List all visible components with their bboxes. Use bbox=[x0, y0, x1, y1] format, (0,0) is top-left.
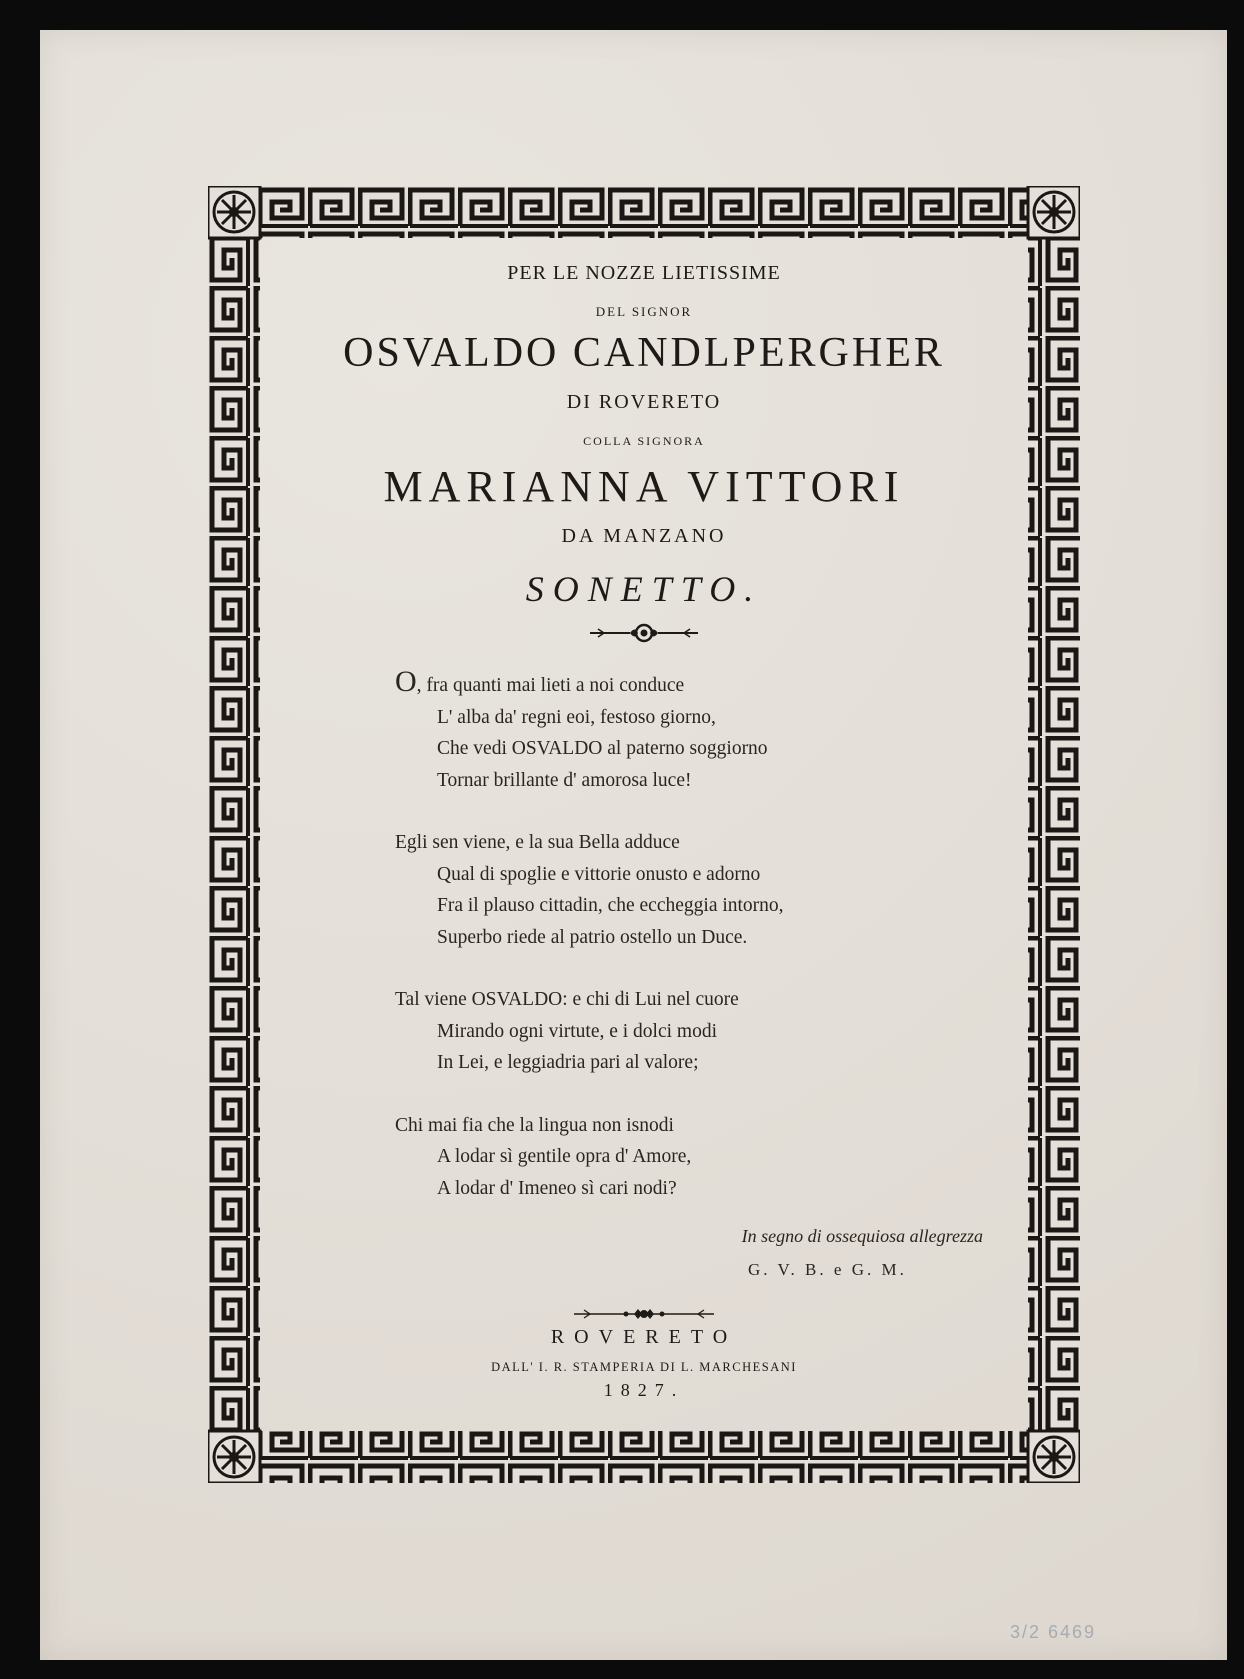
heading-occasion: PER LE NOZZE LIETISSIME bbox=[507, 262, 781, 284]
rosette-top-left bbox=[208, 186, 260, 238]
verse-line: L' alba da' regni eoi, festoso giorno, bbox=[437, 706, 716, 728]
rosette-bottom-right bbox=[1028, 1431, 1080, 1483]
rosette-top-right bbox=[1028, 186, 1080, 238]
imprint-city: ROVERETO bbox=[550, 1326, 738, 1348]
border-left bbox=[208, 238, 260, 1431]
broadside-content bbox=[260, 186, 1028, 1483]
verse-line: A lodar sì gentile opra d' Amore, bbox=[437, 1146, 692, 1167]
drop-cap: O bbox=[395, 665, 417, 698]
verse-line: Superbo riede al patrio ostello un Duce. bbox=[437, 926, 748, 948]
verse-line: Tornar brillante d' amorosa luce! bbox=[437, 769, 692, 791]
verse-line: Tal viene OSVALDO: e chi di Lui nel cuore bbox=[395, 989, 739, 1010]
sonnet-text bbox=[395, 666, 955, 1235]
verse-line: A lodar d' Imeneo sì cari nodi? bbox=[437, 1177, 677, 1199]
imprint-year: 1827. bbox=[603, 1380, 685, 1400]
author-initials: G. V. B. e G. M. bbox=[748, 1260, 907, 1279]
ornament-divider-bottom bbox=[570, 1305, 718, 1323]
verse-line: Chi mai fia che la lingua non isnodi bbox=[395, 1114, 674, 1136]
verse-line: In Lei, e leggiadria pari al valore; bbox=[437, 1052, 699, 1073]
ornament-divider-top bbox=[584, 621, 704, 645]
imprint-printer: DALL' I. R. STAMPERIA DI L. MARCHESANI bbox=[491, 1360, 797, 1374]
dedication-line: In segno di ossequiosa allegrezza bbox=[741, 1226, 983, 1246]
stanza-1 bbox=[395, 666, 955, 796]
verse-line: Mirando ogni virtute, e i dolci modi bbox=[437, 1020, 717, 1042]
stanza-2 bbox=[395, 827, 955, 953]
groom-name: OSVALDO CANDLPERGHER bbox=[343, 330, 945, 376]
verse-line-text: , fra quanti mai lieti a noi conduce bbox=[416, 675, 685, 696]
verse-line: Qual di spoglie e vittorie onusto e adorno bbox=[437, 863, 761, 885]
verse-line: Che vedi OSVALDO al paterno soggiorno bbox=[437, 738, 768, 759]
bride-origin: DA MANZANO bbox=[561, 525, 727, 547]
stanza-4 bbox=[395, 1110, 955, 1205]
archive-stamp: 3/2 6469 bbox=[1010, 1622, 1097, 1642]
bride-name: MARIANNA VITTORI bbox=[383, 462, 905, 511]
groom-origin: DI ROVERETO bbox=[566, 391, 722, 413]
verse-line: Egli sen viene, e la sua Bella adduce bbox=[395, 832, 680, 853]
poem-genre-title: SONETTO. bbox=[525, 569, 763, 609]
verse-line: Fra il plauso cittadin, che eccheggia intorno, bbox=[437, 895, 784, 916]
heading-colla-signora: COLLA SIGNORA bbox=[583, 434, 705, 448]
verse-line bbox=[395, 666, 955, 702]
stanza-3 bbox=[395, 984, 955, 1079]
border-right bbox=[1028, 238, 1080, 1431]
rosette-bottom-left bbox=[208, 1431, 260, 1483]
heading-del-signor: DEL SIGNOR bbox=[595, 304, 693, 319]
